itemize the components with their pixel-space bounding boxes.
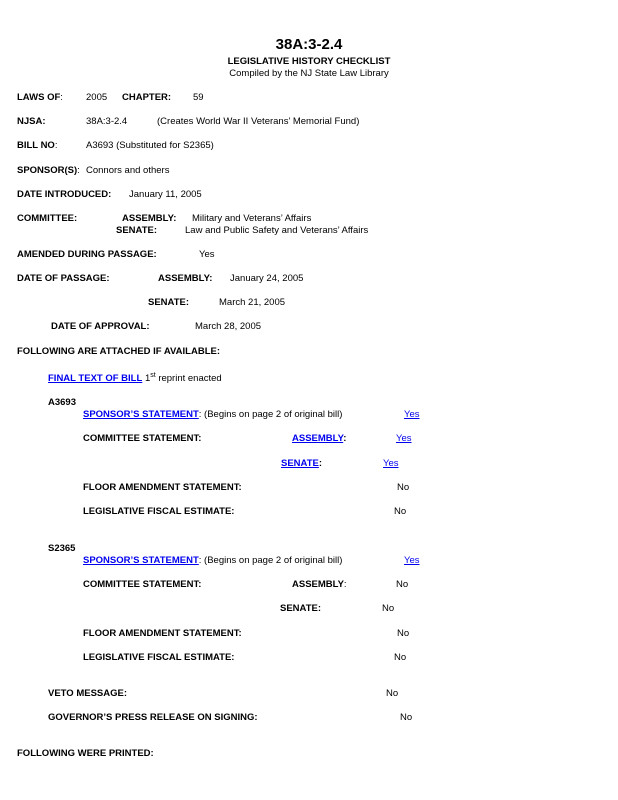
final-text-row: [48, 373, 222, 385]
final-text-link[interactable]: FINAL TEXT OF BILL: [48, 373, 143, 384]
a3693-fiscal-label: LEGISLATIVE FISCAL ESTIMATE:: [83, 506, 235, 517]
attached-heading: FOLLOWING ARE ATTACHED IF AVAILABLE:: [17, 346, 220, 357]
njsa-label: NJSA:: [17, 116, 46, 127]
page-title: 38A:3-2.4: [275, 36, 343, 53]
s2365-sponsor-note: : (Begins on page 2 of original bill): [198, 555, 343, 566]
bill-no-row: [17, 140, 57, 152]
a3693-assembly-row: [292, 433, 346, 445]
veto-message-value: No: [386, 688, 399, 699]
a3693-floor-value: No: [397, 482, 410, 493]
committee-senate-label: SENATE:: [116, 225, 157, 236]
njsa-value: 38A:3-2.4: [86, 116, 128, 127]
checklist-subtitle: LEGISLATIVE HISTORY CHECKLIST: [227, 56, 391, 67]
a3693-senate-yes-link[interactable]: Yes: [383, 458, 399, 469]
date-of-approval-value: March 28, 2005: [195, 321, 262, 332]
date-of-approval-label: DATE OF APPROVAL:: [51, 321, 150, 332]
press-release-label: GOVERNOR’S PRESS RELEASE ON SIGNING:: [48, 712, 258, 723]
press-release-value: No: [400, 712, 413, 723]
passage-assembly-label: ASSEMBLY:: [158, 273, 213, 284]
veto-message-label: VETO MESSAGE:: [48, 688, 128, 699]
a3693-assembly-colon: :: [343, 433, 347, 444]
laws-of-year: 2005: [86, 92, 108, 103]
s2365-senate-value: No: [382, 603, 395, 614]
committee-label: COMMITTEE:: [17, 213, 78, 224]
s2365-assembly-colon: :: [343, 579, 347, 590]
committee-assembly-value: Military and Veterans’ Affairs: [192, 213, 312, 224]
committee-senate-value: Law and Public Safety and Veterans’ Affairs: [185, 225, 369, 236]
a3693-bill-label: A3693: [48, 397, 76, 408]
a3693-senate-colon: :: [318, 458, 323, 469]
a3693-floor-label: FLOOR AMENDMENT STATEMENT:: [83, 482, 242, 493]
s2365-assembly-value: No: [396, 579, 409, 590]
a3693-fiscal-value: No: [394, 506, 407, 517]
laws-of-row: [17, 92, 63, 104]
chapter-label: CHAPTER:: [122, 92, 172, 103]
passage-senate-value: March 21, 2005: [219, 297, 286, 308]
s2365-sponsor-statement-link[interactable]: SPONSOR’S STATEMENT: [83, 555, 199, 566]
final-text-rest: reprint enacted: [158, 373, 222, 384]
a3693-sponsor-note: : (Begins on page 2 of original bill): [198, 409, 343, 420]
date-introduced-value: January 11, 2005: [129, 189, 202, 200]
s2365-fiscal-value: No: [394, 652, 407, 663]
s2365-assembly-row: [292, 579, 347, 591]
a3693-sponsor-row: [83, 409, 342, 421]
bill-no-value: A3693 (Substituted for S2365): [86, 140, 214, 151]
s2365-assembly-label: ASSEMBLY: [292, 579, 344, 590]
bill-no-label: BILL NO: [17, 140, 55, 151]
amended-value: Yes: [199, 249, 215, 260]
s2365-sponsor-row: [83, 555, 342, 567]
sponsors-colon: :: [77, 165, 80, 176]
final-text-ordinal: 1: [144, 373, 151, 384]
date-introduced-label: DATE INTRODUCED:: [17, 189, 112, 200]
chapter-value: 59: [193, 92, 204, 103]
a3693-assembly-yes-link[interactable]: Yes: [396, 433, 412, 444]
committee-assembly-label: ASSEMBLY:: [122, 213, 177, 224]
sponsors-value: Connors and others: [86, 165, 170, 176]
s2365-fiscal-label: LEGISLATIVE FISCAL ESTIMATE:: [83, 652, 235, 663]
sponsors-row: [17, 165, 80, 177]
a3693-senate-row: [281, 458, 322, 470]
s2365-committee-label: COMMITTEE STATEMENT:: [83, 579, 202, 590]
a3693-assembly-link[interactable]: ASSEMBLY: [292, 433, 344, 444]
bill-no-colon: :: [54, 140, 58, 151]
s2365-floor-value: No: [397, 628, 410, 639]
s2365-sponsor-yes-link[interactable]: Yes: [404, 555, 420, 566]
passage-senate-label: SENATE:: [148, 297, 189, 308]
a3693-committee-label: COMMITTEE STATEMENT:: [83, 433, 202, 444]
final-text-ordinal-suffix: st: [150, 372, 156, 379]
a3693-senate-link[interactable]: SENATE: [281, 458, 319, 469]
njsa-description: (Creates World War II Veterans’ Memorial Fund): [157, 116, 360, 127]
s2365-bill-label: S2365: [48, 543, 76, 554]
laws-of-label: LAWS OF: [17, 92, 61, 103]
passage-assembly-value: January 24, 2005: [230, 273, 304, 284]
laws-of-colon: :: [60, 92, 63, 103]
sponsors-label: SPONSOR(S): [17, 165, 78, 176]
compiled-by: Compiled by the NJ State Law Library: [229, 68, 389, 79]
date-of-passage-label: DATE OF PASSAGE:: [17, 273, 110, 284]
amended-label: AMENDED DURING PASSAGE:: [17, 249, 157, 260]
s2365-floor-label: FLOOR AMENDMENT STATEMENT:: [83, 628, 242, 639]
a3693-sponsor-statement-link[interactable]: SPONSOR’S STATEMENT: [83, 409, 199, 420]
printed-heading: FOLLOWING WERE PRINTED:: [17, 748, 154, 759]
a3693-sponsor-yes-link[interactable]: Yes: [404, 409, 420, 420]
s2365-senate-label: SENATE:: [280, 603, 321, 614]
